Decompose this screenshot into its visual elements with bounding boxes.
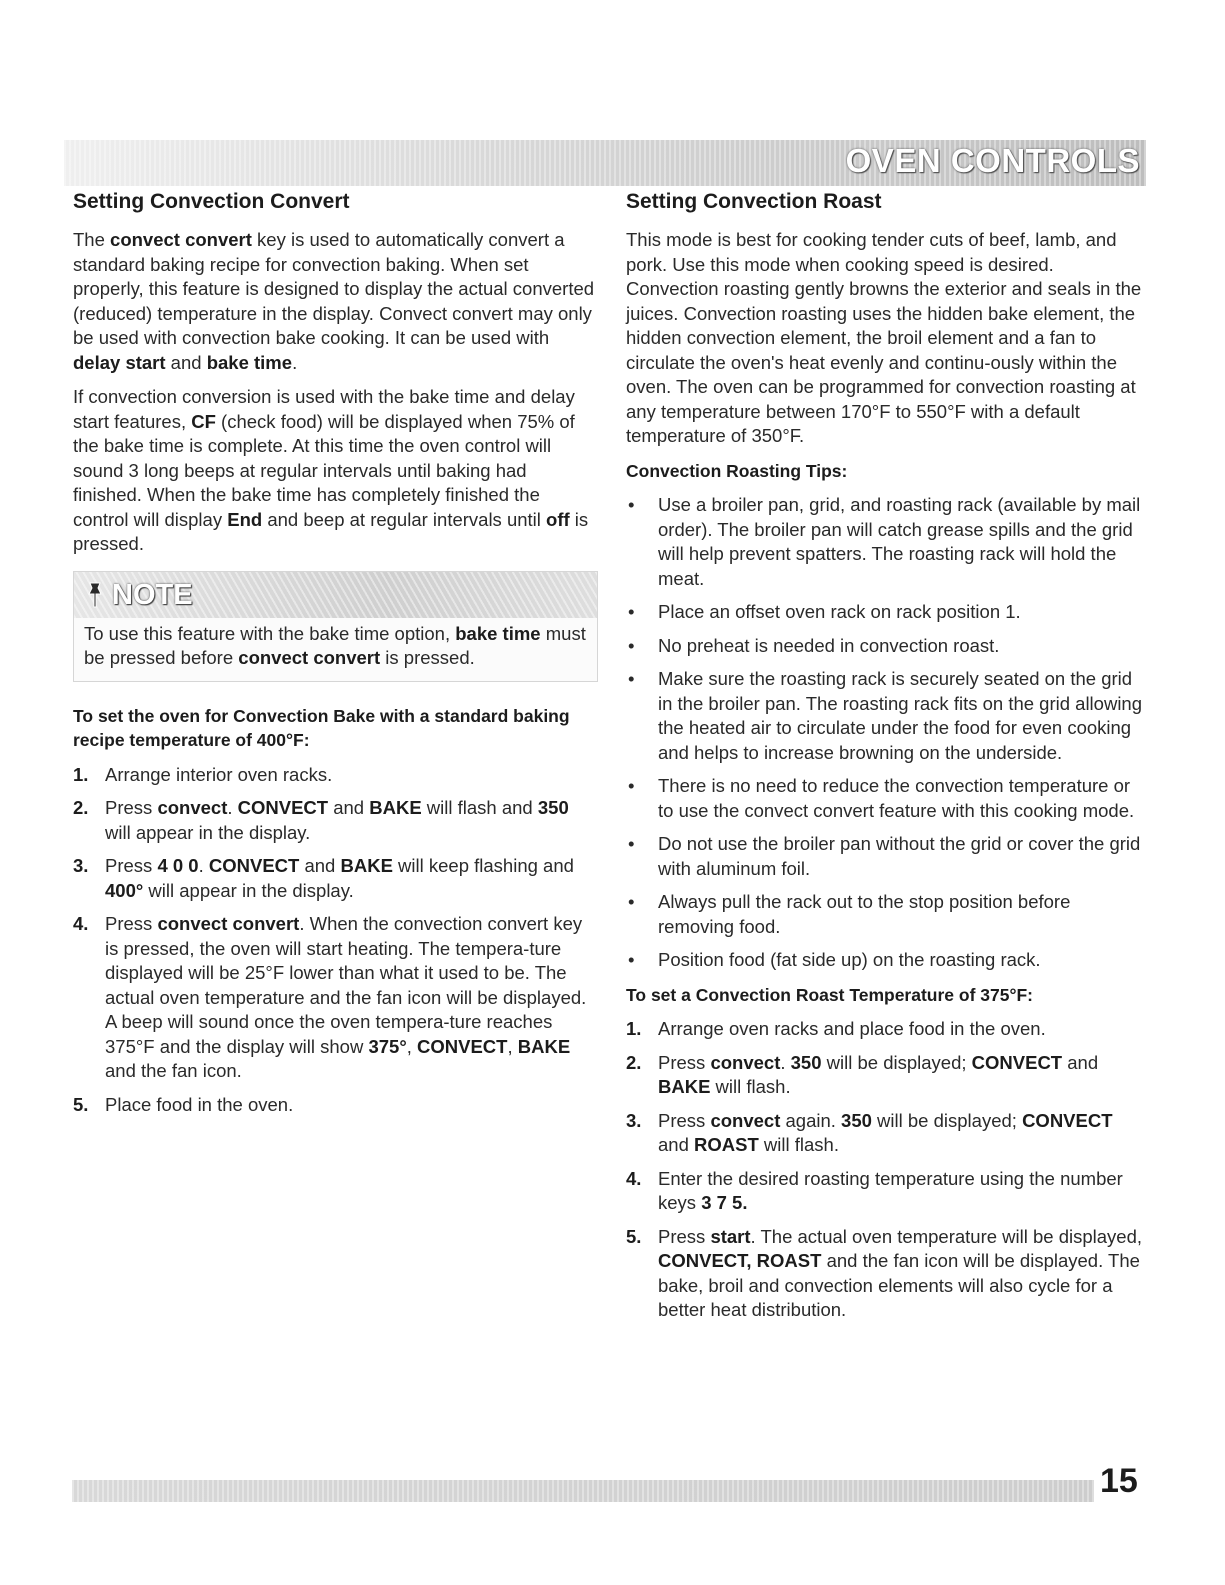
bold-term: BAKE bbox=[340, 855, 393, 876]
tip-item bbox=[626, 890, 1148, 939]
bold-term: bake time bbox=[455, 622, 541, 644]
tip-item bbox=[626, 493, 1148, 591]
pushpin-icon bbox=[84, 580, 108, 610]
text-run: Press bbox=[105, 855, 158, 876]
text-run: Press bbox=[105, 797, 158, 818]
note-header bbox=[74, 572, 597, 618]
bold-term: 350 bbox=[841, 1109, 872, 1131]
bold-term: 3 7 5. bbox=[701, 1192, 748, 1213]
tip-item bbox=[626, 948, 1148, 973]
convection-convert-heading: Setting Convection Convert bbox=[73, 190, 350, 213]
text-run: . bbox=[292, 351, 298, 373]
convection-roast-intro bbox=[626, 228, 1148, 449]
right-column bbox=[626, 190, 1148, 1332]
step-number: 4. bbox=[626, 1167, 642, 1189]
text-run: and bbox=[165, 351, 207, 373]
bullet-icon: • bbox=[628, 601, 635, 622]
bullet-icon: • bbox=[628, 634, 635, 656]
bold-term: 4 0 0 bbox=[157, 855, 199, 876]
bullet-icon: • bbox=[628, 949, 635, 970]
text-run: . bbox=[227, 797, 238, 818]
bold-term: convect bbox=[157, 797, 228, 818]
bold-term: off bbox=[546, 508, 570, 530]
bold-term: convect bbox=[710, 1051, 781, 1073]
bold-term: 350 bbox=[537, 797, 569, 818]
bold-term: CONVECT bbox=[1022, 1109, 1113, 1131]
note-text bbox=[74, 618, 597, 681]
text-run: Press bbox=[658, 1051, 711, 1073]
step-item bbox=[626, 1109, 1148, 1158]
text-run: To use this feature with the bake time option, bbox=[84, 622, 456, 644]
text-run: Press bbox=[658, 1225, 711, 1247]
bullet-icon: • bbox=[628, 833, 635, 854]
step-item bbox=[626, 1017, 1148, 1042]
step-item bbox=[73, 796, 598, 845]
step-item bbox=[626, 1167, 1148, 1216]
footer-band bbox=[72, 1480, 1094, 1502]
bold-term: convect convert bbox=[238, 647, 381, 668]
step-number: 1. bbox=[73, 763, 89, 785]
text-run: will flash. bbox=[710, 1076, 791, 1097]
bold-term: 350 bbox=[790, 1051, 822, 1073]
text-run: , bbox=[507, 1035, 518, 1057]
step-item bbox=[73, 854, 598, 903]
bold-term: CF bbox=[191, 410, 216, 432]
roasting-tips-heading: Convection Roasting Tips: bbox=[626, 460, 848, 481]
convection-roast-procedure-heading: To set a Convection Roast Temperature of 375°F: bbox=[626, 984, 1033, 1005]
text-run: will be displayed; bbox=[871, 1109, 1023, 1131]
bold-term: delay start bbox=[73, 351, 166, 373]
step-number: 5. bbox=[626, 1225, 642, 1247]
step-number: 3. bbox=[626, 1109, 642, 1131]
left-column bbox=[73, 190, 598, 1126]
text-run: Arrange interior oven racks. bbox=[105, 763, 333, 785]
tip-item bbox=[626, 667, 1148, 765]
text-run: and bbox=[328, 797, 370, 818]
convection-bake-steps bbox=[73, 763, 598, 1118]
convection-bake-procedure-heading: To set the oven for Convection Bake with a standard baking recipe temperature of 400°F: bbox=[73, 705, 570, 750]
text-run: and bbox=[1062, 1051, 1099, 1073]
text-run: key is used to automatically convert a standard baking recipe for convection baking. When set properly, this feature is designed to display the actual converted (reduced) temperature in the display. Convect convert may only be used with convection bake cooking. It can be used with bbox=[73, 229, 595, 348]
text-run: and bbox=[299, 855, 341, 876]
tip-item bbox=[626, 600, 1148, 625]
bold-term: CONVECT bbox=[237, 797, 329, 818]
bullet-icon: • bbox=[628, 668, 635, 689]
page-number: 15 bbox=[1100, 1462, 1138, 1500]
text-run: and bbox=[658, 1134, 695, 1155]
tip-text: Make sure the roasting rack is securely seated on the grid in the broiler pan. The roasting rack fits on the grid allowing the heated air to circulate under the food for even cooking and helps to increase browning on the underside. bbox=[658, 668, 1143, 763]
bold-term: convect bbox=[710, 1109, 781, 1131]
text-run: Enter the desired roasting temperature using the number keys bbox=[658, 1167, 1123, 1213]
bold-term: CONVECT bbox=[417, 1035, 508, 1057]
bullet-icon: • bbox=[628, 775, 635, 796]
step-item bbox=[73, 1093, 598, 1118]
step-item bbox=[626, 1051, 1148, 1100]
tip-text: Always pull the rack out to the stop position before removing food. bbox=[658, 891, 1071, 937]
step-number: 5. bbox=[73, 1093, 89, 1115]
step-item bbox=[626, 1225, 1148, 1323]
text-run: is pressed. bbox=[380, 647, 475, 668]
convection-roast-steps bbox=[626, 1017, 1148, 1323]
tip-item bbox=[626, 774, 1148, 823]
tip-text: Position food (fat side up) on the roasting rack. bbox=[658, 949, 1041, 970]
bullet-icon: • bbox=[628, 891, 635, 912]
text-run: will flash and bbox=[421, 797, 538, 818]
bold-term: CONVECT bbox=[971, 1051, 1063, 1073]
note-box bbox=[73, 571, 598, 682]
bullet-icon: • bbox=[628, 494, 635, 515]
text-run: (check food) will be displayed when 75% of the bake time is complete. At this time the oven control will sound 3 long beeps at regular intervals until baking had finished. When the bake time has completely finished the control will display bbox=[73, 410, 575, 530]
bold-term: BAKE bbox=[369, 797, 422, 818]
bold-term: start bbox=[710, 1225, 751, 1247]
bold-term: BAKE bbox=[517, 1035, 571, 1057]
text-run: is pressed. bbox=[73, 508, 589, 554]
text-run: and the fan icon will be displayed. The bake, broil and convection elements will also cycle for a better heat distribution. bbox=[658, 1250, 1140, 1320]
step-item bbox=[73, 763, 598, 788]
text-run: . bbox=[198, 855, 209, 876]
text-run: and the fan icon. bbox=[105, 1060, 242, 1081]
text-run: . bbox=[780, 1051, 791, 1073]
text-run: . The actual oven temperature will be displayed, bbox=[750, 1225, 1143, 1247]
step-number: 3. bbox=[73, 855, 89, 876]
tip-text: Use a broiler pan, grid, and roasting rack (available by mail order). The broiler pan will catch grease spills and the grid will help prevent spatters. The roasting rack will hold the meat. bbox=[658, 494, 1141, 589]
bold-term: End bbox=[227, 508, 263, 530]
tip-text: Place an offset oven rack on rack position 1. bbox=[658, 601, 1021, 622]
roasting-tips-list bbox=[626, 493, 1148, 973]
bold-term: 400° bbox=[105, 879, 144, 901]
step-number: 1. bbox=[626, 1018, 642, 1039]
tip-text: No preheat is needed in convection roast. bbox=[658, 634, 1000, 656]
note-title: NOTE bbox=[112, 578, 193, 611]
text-run: will flash. bbox=[758, 1134, 839, 1155]
step-number: 2. bbox=[626, 1051, 642, 1073]
tip-item bbox=[626, 832, 1148, 881]
tip-text: There is no need to reduce the convection temperature or to use the convect convert feature with this cooking mode. bbox=[658, 775, 1135, 821]
convection-convert-details bbox=[73, 385, 598, 557]
text-run: , bbox=[406, 1035, 418, 1057]
text-run: If convection conversion is used with the bake time and delay start features, bbox=[73, 386, 575, 432]
bold-term: bake time bbox=[206, 351, 293, 373]
text-run: must be pressed before bbox=[84, 622, 586, 668]
tip-item bbox=[626, 634, 1148, 659]
bold-term: ROAST bbox=[694, 1134, 759, 1155]
tip-text: Do not use the broiler pan without the grid or cover the grid with aluminum foil. bbox=[658, 833, 1141, 879]
bold-term: 375° bbox=[368, 1035, 407, 1057]
text-run: will be displayed; bbox=[821, 1051, 972, 1073]
text-run: . When the convection convert key is pressed, the oven will start heating. The tempera-ture displayed will be 25°F lower than what it used to be. The actual oven temperature and the fan icon will be displayed. A beep will sound once the oven tempera-ture reaches 375°F and the display will show bbox=[105, 913, 587, 1057]
text-run: Arrange oven racks and place food in the oven. bbox=[658, 1018, 1046, 1039]
section-header-band bbox=[64, 140, 1146, 186]
convection-convert-intro bbox=[73, 228, 598, 375]
text-run: Press bbox=[658, 1109, 711, 1131]
text-run: again. bbox=[780, 1109, 842, 1131]
step-number: 2. bbox=[73, 797, 89, 818]
text-run: and beep at regular intervals until bbox=[262, 508, 547, 530]
text-run: will keep flashing and bbox=[392, 855, 574, 876]
convection-roast-heading: Setting Convection Roast bbox=[626, 190, 882, 213]
step-number: 4. bbox=[73, 913, 89, 934]
section-title: OVEN CONTROLS bbox=[845, 142, 1140, 179]
bold-term: CONVECT bbox=[208, 855, 300, 876]
text-run: will appear in the display. bbox=[105, 821, 311, 843]
text-run: This mode is best for cooking tender cuts of beef, lamb, and pork. Use this mode when cooking speed is desired. Convection roasting gently browns the exterior and seals in the juices. Convection roasting uses the hidden bake element, the hidden convection element, the broil element and a fan to circulate the oven's heat evenly and continu-ously within the oven. The oven can be programmed for convection roasting at any temperature between 170°F to 550°F with a default temperature of 350°F. bbox=[626, 229, 1142, 446]
text-run: The bbox=[73, 229, 111, 250]
bold-term: convect convert bbox=[157, 913, 300, 934]
bold-term: convect convert bbox=[110, 229, 252, 250]
step-item bbox=[73, 912, 598, 1084]
text-run: Place food in the oven. bbox=[105, 1093, 294, 1115]
bold-term: CONVECT, ROAST bbox=[658, 1250, 822, 1271]
bold-term: BAKE bbox=[658, 1076, 711, 1097]
text-run: will appear in the display. bbox=[143, 879, 354, 901]
text-run: Press bbox=[105, 913, 158, 934]
